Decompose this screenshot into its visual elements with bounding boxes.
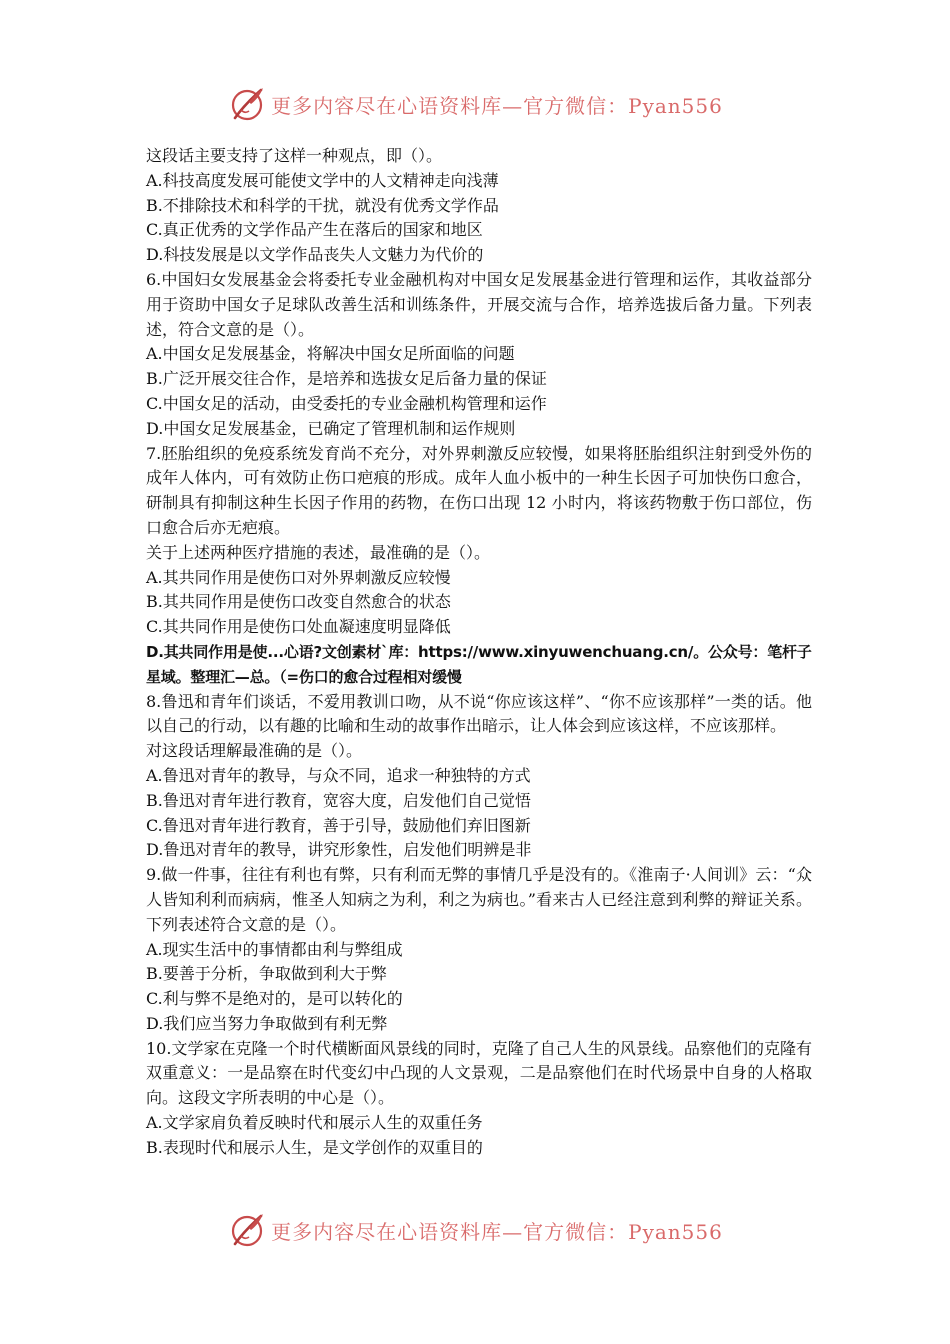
question-stem: 这段话主要支持了这样一种观点，即（）。: [146, 146, 443, 165]
banner-text: 更多内容尽在心语资料库—官方微信：Pyan556: [271, 93, 723, 118]
option-b: B.表现时代和展示人生，是文学创作的双重目的: [146, 1137, 483, 1157]
footer-watermark: [0, 1208, 950, 1252]
question-10: 10.文学家在克隆一个时代横断面风景线的同时，克隆了自己人生的风景线。品察他们的克隆有双重意义：一是品察在时代变幻中凸现的人文景观，二是品察他们在时代场景中自身的人格取向。这段文字所表明的中心是（）。: [146, 1038, 812, 1108]
option-a: A.文学家肩负着反映时代和展示人生的双重任务: [146, 1113, 483, 1133]
option-d-inserted-watermark: D.其共同作用是使...心语?文创素材`库：https://www.xinyuwenchuang.cn/。公众号：笔杆子星域。整理汇—总。（=伤口的愈合过程相对缓慢: [146, 642, 812, 686]
option-d: D.中国女足发展基金，已确定了管理机制和运作规则: [146, 418, 516, 438]
question-6: 6.中国妇女发展基金会将委托专业金融机构对中国女足发展基金进行管理和运作，其收益部分用于资助中国女子足球队改善生活和训练条件，开展交流与合作，培养选拔后备力量。下列表述，符合文意的是（）。: [146, 269, 812, 339]
quill-logo-icon: [227, 1210, 267, 1250]
option-a: A.中国女足发展基金，将解决中国女足所面临的问题: [146, 344, 515, 364]
question-7: 7.胚胎组织的免疫系统发育尚不充分，对外界刺激反应较慢，如果将胚胎组织注射到受外伤的成年人体内，可有效防止伤口疤痕的形成。成年人血小板中的一种生长因子可加快伤口愈合，研制具有抑制这种生长因子作用的药物，在伤口出现 12 小时内，将该药物敷于伤口部位，伤口愈合后亦无疤痕。: [146, 443, 812, 537]
question-7-stem: 关于上述两种医疗措施的表述，最准确的是（）。: [146, 542, 491, 562]
option-b: B.鲁迅对青年进行教育，宽容大度，启发他们自己觉悟: [146, 790, 531, 810]
header-watermark: [0, 82, 950, 126]
banner-text: 更多内容尽在心语资料库—官方微信：Pyan556: [271, 1219, 723, 1244]
option-d: D.科技发展是以文学作品丧失人文魅力为代价的: [146, 245, 484, 265]
option-c: C.利与弊不是绝对的，是可以转化的: [146, 989, 403, 1009]
option-a: A.鲁迅对青年的教导，与众不同，追求一种独特的方式: [146, 765, 531, 785]
question-9: 9.做一件事，往往有利也有弊，只有利而无弊的事情几乎是没有的。《淮南子·人间训》云：“众人皆知利利而病病，惟圣人知病之为利，利之为病也。”看来古人已经注意到利弊的辩证关系。下列表述符合文意的是（）。: [146, 865, 812, 934]
option-c: C.其共同作用是使伤口处血凝速度明显降低: [146, 617, 451, 637]
option-b: B.要善于分析，争取做到利大于弊: [146, 964, 387, 984]
option-c: C.真正优秀的文学作品产生在落后的国家和地区: [146, 220, 483, 240]
option-b: B.广泛开展交往合作，是培养和选拔女足后备力量的保证: [146, 369, 547, 389]
question-8: 8.鲁迅和青年们谈话，不爱用教训口吻，从不说“你应该这样”、“你不应该那样”一类的话。他以自己的行动，以有趣的比喻和生动的故事作出暗示，让人体会到应该这样，不应该那样。: [146, 691, 812, 736]
option-a: A.其共同作用是使伤口对外界刺激反应较慢: [146, 567, 451, 587]
quill-logo-icon: [227, 84, 267, 124]
option-c: C.鲁迅对青年进行教育，善于引导，鼓励他们弃旧图新: [146, 815, 531, 835]
option-b: B.不排除技术和科学的干扰，就没有优秀文学作品: [146, 195, 499, 215]
option-a: A.科技高度发展可能使文学中的人文精神走向浅薄: [146, 170, 499, 190]
document-body: [146, 144, 812, 1161]
option-d: D.鲁迅对青年的教导，讲究形象性，启发他们明辨是非: [146, 840, 532, 860]
option-d: D.我们应当努力争取做到有利无弊: [146, 1013, 388, 1033]
question-8-stem: 对这段话理解最准确的是（）。: [146, 741, 363, 761]
option-c: C.中国女足的活动，由受委托的专业金融机构管理和运作: [146, 393, 547, 413]
option-b: B.其共同作用是使伤口改变自然愈合的状态: [146, 592, 451, 612]
option-a: A.现实生活中的事情都由利与弊组成: [146, 939, 403, 959]
